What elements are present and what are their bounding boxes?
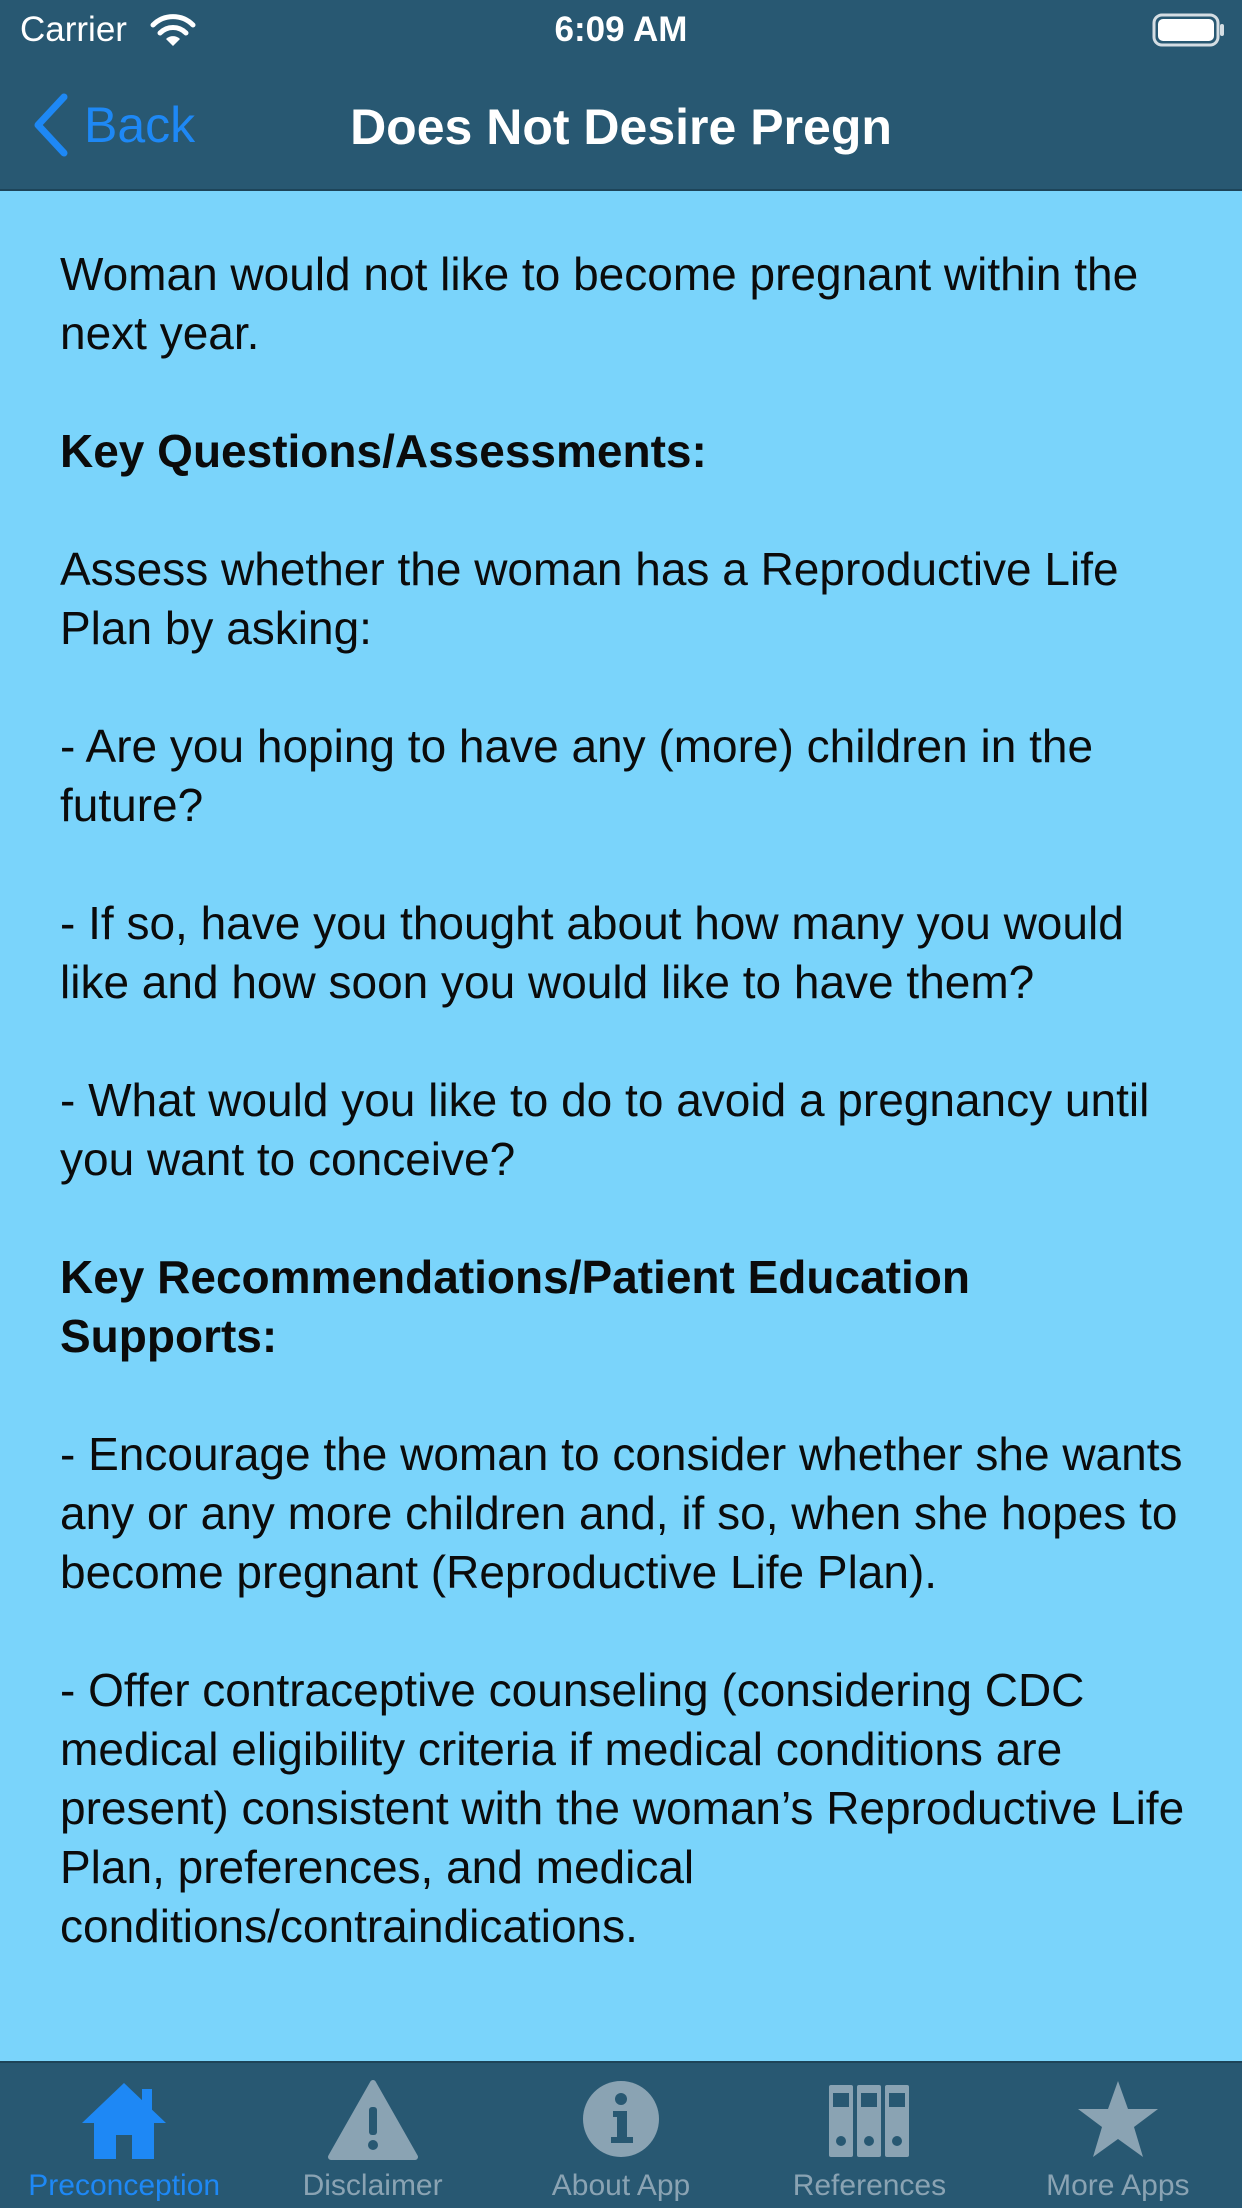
tab-label: More Apps (1046, 2169, 1190, 2202)
warning-icon (325, 2077, 421, 2163)
content-scroll-view[interactable] (0, 193, 1242, 2061)
tab-about-app[interactable] (497, 2063, 745, 2208)
binders-icon (821, 2077, 917, 2163)
content-paragraph: - If so, have you thought about how many you would like and how soon you would like to have them? (60, 897, 1124, 1008)
page-title: Does Not Desire Pregn (350, 99, 892, 155)
content-paragraph: - Are you hoping to have any (more) children in the future? (60, 720, 1094, 831)
content-paragraph: Woman would not like to become pregnant within the next year. (60, 248, 1139, 359)
tab-more-apps[interactable] (994, 2063, 1242, 2208)
status-time: 6:09 AM (554, 10, 688, 49)
content-paragraph: - Encourage the woman to consider whether she wants any or any more children and, if so, when she hopes to become pregnant (Reproductive Life Plan). (60, 1428, 1183, 1598)
section-heading-key-recommendations: Key Recommendations/Patient Education Supports: (60, 1251, 970, 1362)
tab-bar (0, 2061, 1242, 2208)
tab-preconception[interactable] (0, 2063, 248, 2208)
tab-label: Preconception (28, 2169, 221, 2202)
top-bar (0, 0, 1242, 191)
content-paragraph: - What would you like to do to avoid a pregnancy until you want to conceive? (60, 1074, 1150, 1185)
status-bar (0, 0, 1242, 62)
carrier-label: Carrier (20, 10, 127, 49)
home-icon (76, 2077, 172, 2163)
star-icon (1070, 2077, 1166, 2163)
tab-label: References (792, 2169, 947, 2202)
tab-references[interactable] (745, 2063, 993, 2208)
section-heading-key-questions: Key Questions/Assessments: (60, 425, 707, 477)
back-label: Back (84, 97, 196, 153)
tab-label: Disclaimer (302, 2169, 443, 2202)
info-icon (573, 2077, 669, 2163)
content-paragraph: Assess whether the woman has a Reproductive Life Plan by asking: (60, 543, 1119, 654)
content-paragraph: - Offer contraceptive counseling (considering CDC medical eligibility criteria if medical conditions are present) consistent with the woman’s Reproductive Life Plan, preferences, and medical conditions/contraindications. (60, 1664, 1185, 1952)
battery-icon (1152, 13, 1226, 47)
navigation-bar (0, 62, 1242, 191)
tab-disclaimer[interactable] (248, 2063, 496, 2208)
tab-label: About App (551, 2169, 691, 2202)
